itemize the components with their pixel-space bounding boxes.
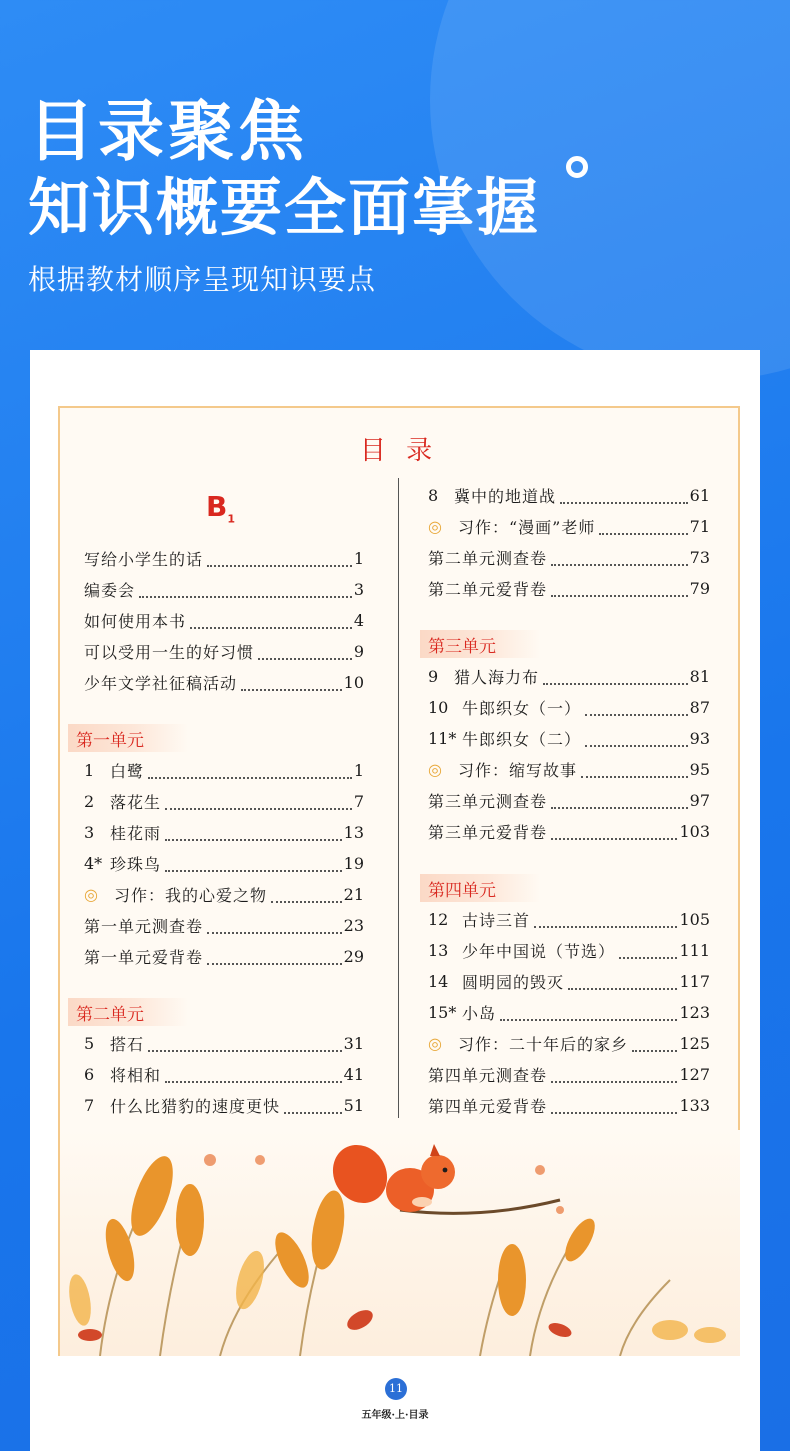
leader-dots xyxy=(543,683,688,685)
toc-title: 猎人海力布 xyxy=(454,667,540,687)
lesson-number: 5 xyxy=(84,1033,95,1053)
degree-circle-icon xyxy=(566,156,588,178)
toc-title: 少年文学社征稿活动 xyxy=(84,673,238,693)
toc-page-number: 4 xyxy=(353,610,364,630)
page-footer: 五年级·上·目录 xyxy=(361,1410,429,1421)
toc-row[interactable] xyxy=(84,607,364,633)
leader-dots xyxy=(500,1019,677,1021)
leader-dots xyxy=(551,1081,677,1083)
brand-sub: 1 xyxy=(227,512,235,526)
toc-page-number: 41 xyxy=(343,1064,364,1084)
lesson-number: 12 xyxy=(428,909,449,929)
leader-dots xyxy=(551,1112,677,1114)
unit-title: 第三单元 xyxy=(428,636,496,657)
toc-title: 编委会 xyxy=(84,580,136,600)
toc-page-number: 71 xyxy=(689,516,710,536)
toc-page-number: 87 xyxy=(689,697,710,717)
toc-title: 什么比猎豹的速度更快 xyxy=(110,1096,281,1116)
leader-dots xyxy=(165,839,342,841)
toc-title: 圆明园的毁灭 xyxy=(462,972,565,992)
toc-heading: 目 录 xyxy=(359,436,439,466)
lesson-number: 3 xyxy=(84,822,95,842)
page-number-badge: 11 xyxy=(385,1378,407,1400)
toc-page-number: 7 xyxy=(353,791,364,811)
toc-page-number: 1 xyxy=(353,548,364,568)
leader-dots xyxy=(207,963,342,965)
leader-dots xyxy=(585,714,688,716)
toc-title: 习作：“漫画”老师 xyxy=(458,517,596,537)
hero-title-line1: 目录聚焦 xyxy=(28,93,308,170)
toc-page-number: 103 xyxy=(679,821,710,841)
leader-dots xyxy=(241,689,342,691)
toc-page-number: 133 xyxy=(679,1095,710,1115)
toc-title: 第一单元测查卷 xyxy=(84,916,204,936)
toc-page-number: 127 xyxy=(679,1064,710,1084)
unit-title: 第四单元 xyxy=(428,880,496,901)
toc-title: 将相和 xyxy=(110,1065,162,1085)
leader-dots xyxy=(619,957,677,959)
lesson-number: 7 xyxy=(84,1095,95,1115)
leader-dots xyxy=(148,1050,342,1052)
toc-row[interactable] xyxy=(84,638,364,664)
leader-dots xyxy=(551,595,688,597)
lesson-number: 14 xyxy=(428,971,449,991)
toc-title: 习作：我的心爱之物 xyxy=(114,885,268,905)
unit-title: 第二单元 xyxy=(76,1004,144,1025)
toc-page-number: 29 xyxy=(343,946,364,966)
toc-row[interactable] xyxy=(428,1092,710,1118)
lesson-number: 11* xyxy=(428,728,457,748)
lesson-number: 4* xyxy=(84,853,103,873)
toc-title: 第四单元测查卷 xyxy=(428,1065,548,1085)
toc-title: 第二单元爱背卷 xyxy=(428,579,548,599)
toc-title: 第三单元测查卷 xyxy=(428,791,548,811)
toc-row[interactable] xyxy=(428,544,710,570)
toc-row[interactable] xyxy=(428,482,710,508)
toc-page-number: 13 xyxy=(343,822,364,842)
toc-title: 小岛 xyxy=(462,1003,497,1023)
lesson-number: 2 xyxy=(84,791,95,811)
leader-dots xyxy=(599,533,687,535)
toc-row[interactable] xyxy=(428,968,710,994)
leader-dots xyxy=(165,808,352,810)
lesson-number: 10 xyxy=(428,697,449,717)
leader-dots xyxy=(534,926,677,928)
toc-row[interactable] xyxy=(428,694,710,720)
leader-dots xyxy=(551,838,677,840)
toc-title: 古诗三首 xyxy=(462,910,531,930)
column-divider xyxy=(398,478,399,1118)
leader-dots xyxy=(284,1112,342,1114)
toc-title: 写给小学生的话 xyxy=(84,549,204,569)
toc-row[interactable] xyxy=(84,545,364,571)
toc-page-number: 1 xyxy=(353,760,364,780)
toc-title: 第三单元爱背卷 xyxy=(428,822,548,842)
leader-dots xyxy=(165,870,342,872)
unit-tab-1[interactable] xyxy=(68,724,188,752)
toc-page-number: 31 xyxy=(343,1033,364,1053)
toc-row[interactable] xyxy=(428,663,710,689)
brand-letter: B xyxy=(206,490,228,523)
toc-row[interactable] xyxy=(84,1092,364,1118)
toc-row[interactable] xyxy=(428,725,710,751)
writing-bullet-icon: ◎ xyxy=(428,1033,442,1053)
toc-row[interactable] xyxy=(84,881,364,907)
toc-page-number: 3 xyxy=(353,579,364,599)
toc-title: 少年中国说（节选） xyxy=(462,941,616,961)
lesson-number: 1 xyxy=(84,760,95,780)
leader-dots xyxy=(551,807,688,809)
leader-dots xyxy=(258,658,352,660)
leader-dots xyxy=(551,564,688,566)
lesson-number: 8 xyxy=(428,485,439,505)
toc-row[interactable] xyxy=(84,669,364,695)
toc-title: 珍珠鸟 xyxy=(110,854,162,874)
toc-row[interactable] xyxy=(428,1061,710,1087)
unit-tab-3[interactable] xyxy=(420,630,540,658)
toc-page-number: 111 xyxy=(679,940,710,960)
leader-dots xyxy=(568,988,677,990)
autumn-squirrel-illustration xyxy=(60,1130,740,1356)
toc-title: 习作：缩写故事 xyxy=(458,760,578,780)
toc-page-number: 97 xyxy=(689,790,710,810)
toc-title: 白鹭 xyxy=(110,761,145,781)
toc-row[interactable] xyxy=(84,1061,364,1087)
lesson-number: 15* xyxy=(428,1002,457,1022)
toc-page-number: 105 xyxy=(679,909,710,929)
toc-page-number: 73 xyxy=(689,547,710,567)
toc-page-number: 51 xyxy=(343,1095,364,1115)
unit-title: 第一单元 xyxy=(76,730,144,751)
toc-row[interactable] xyxy=(428,818,710,844)
writing-bullet-icon: ◎ xyxy=(84,884,98,904)
unit-tab-2[interactable] xyxy=(68,998,188,1026)
writing-bullet-icon: ◎ xyxy=(428,759,442,779)
brand-logo xyxy=(206,490,235,526)
toc-row[interactable] xyxy=(84,576,364,602)
toc-title: 牛郎织女（二） xyxy=(462,729,582,749)
toc-title: 冀中的地道战 xyxy=(454,486,557,506)
toc-row[interactable] xyxy=(428,1030,710,1056)
lesson-number: 13 xyxy=(428,940,449,960)
toc-title: 桂花雨 xyxy=(110,823,162,843)
toc-page-number: 117 xyxy=(679,971,710,991)
lesson-number: 6 xyxy=(84,1064,95,1084)
toc-page-number: 125 xyxy=(679,1033,710,1053)
toc-title: 搭石 xyxy=(110,1034,145,1054)
toc-page-number: 93 xyxy=(689,728,710,748)
toc-row[interactable] xyxy=(428,575,710,601)
toc-row[interactable] xyxy=(428,787,710,813)
toc-title: 习作：二十年后的家乡 xyxy=(458,1034,629,1054)
toc-page-number: 95 xyxy=(689,759,710,779)
toc-row[interactable] xyxy=(428,937,710,963)
leader-dots xyxy=(271,901,342,903)
toc-row[interactable] xyxy=(84,819,364,845)
toc-row[interactable] xyxy=(84,757,364,783)
toc-title: 可以受用一生的好习惯 xyxy=(84,642,255,662)
toc-row[interactable] xyxy=(428,906,710,932)
toc-row[interactable] xyxy=(84,850,364,876)
toc-page-number: 79 xyxy=(689,578,710,598)
toc-page-number: 123 xyxy=(679,1002,710,1022)
toc-page-number: 9 xyxy=(353,641,364,661)
toc-title: 如何使用本书 xyxy=(84,611,187,631)
toc-page-number: 10 xyxy=(343,672,364,692)
leader-dots xyxy=(148,777,352,779)
toc-title: 落花生 xyxy=(110,792,162,812)
toc-title: 牛郎织女（一） xyxy=(462,698,582,718)
toc-row[interactable] xyxy=(428,999,710,1025)
toc-row[interactable] xyxy=(84,1030,364,1056)
lesson-number: 9 xyxy=(428,666,439,686)
toc-row[interactable] xyxy=(428,513,710,539)
toc-title: 第一单元爱背卷 xyxy=(84,947,204,967)
hero-subtitle: 根据教材顺序呈现知识要点 xyxy=(28,263,377,296)
toc-page-number: 19 xyxy=(343,853,364,873)
leader-dots xyxy=(581,776,688,778)
toc-row[interactable] xyxy=(84,788,364,814)
leader-dots xyxy=(165,1081,342,1083)
hero-title-line2: 知识概要全面掌握 xyxy=(28,171,541,244)
toc-row[interactable] xyxy=(84,912,364,938)
toc-page-number: 61 xyxy=(689,485,710,505)
toc-title: 第四单元爱背卷 xyxy=(428,1096,548,1116)
toc-page-number: 23 xyxy=(343,915,364,935)
writing-bullet-icon: ◎ xyxy=(428,516,442,536)
leader-dots xyxy=(560,502,688,504)
leader-dots xyxy=(139,596,352,598)
toc-row[interactable] xyxy=(428,756,710,782)
toc-page-number: 81 xyxy=(689,666,710,686)
leader-dots xyxy=(632,1050,677,1052)
leader-dots xyxy=(585,745,688,747)
leader-dots xyxy=(207,932,342,934)
toc-title: 第二单元测查卷 xyxy=(428,548,548,568)
toc-page-number: 21 xyxy=(343,884,364,904)
toc-row[interactable] xyxy=(84,943,364,969)
unit-tab-4[interactable] xyxy=(420,874,540,902)
leader-dots xyxy=(207,565,352,567)
leader-dots xyxy=(190,627,352,629)
